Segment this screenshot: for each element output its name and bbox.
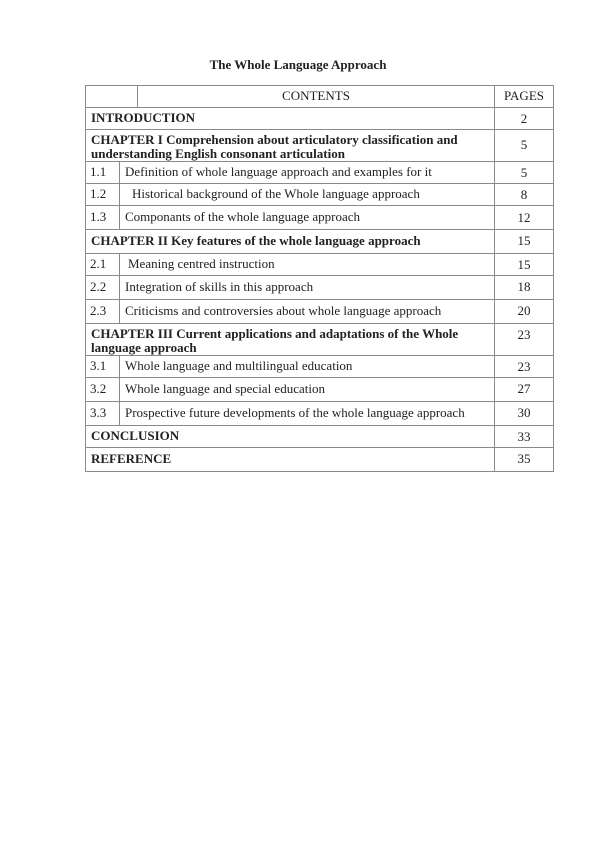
toc-section-number: 3.2 [86, 378, 120, 402]
toc-section-number: 2.3 [86, 300, 120, 324]
toc-row-3-3 [86, 402, 554, 426]
toc-row-1-3 [86, 206, 554, 230]
toc-section-label: Whole language and special education [120, 378, 495, 402]
toc-row-1-1 [86, 162, 554, 184]
toc-section-number: 2.1 [86, 254, 120, 276]
toc-section-label: Meaning centred instruction [120, 254, 495, 276]
toc-page: 2 [495, 108, 554, 130]
toc-section-label: Historical background of the Whole language approach [120, 184, 495, 206]
toc-page: 30 [495, 402, 554, 426]
toc-row-chapter-3 [86, 324, 554, 356]
toc-page: 23 [495, 324, 554, 356]
toc-page: 15 [495, 254, 554, 276]
document-title: The Whole Language Approach [209, 57, 387, 72]
toc-row-1-2 [86, 184, 554, 206]
toc-page: 33 [495, 426, 554, 448]
toc-row-reference [86, 448, 554, 472]
toc-section-label: Criticisms and controversies about whole language approach [120, 300, 495, 324]
toc-label: REFERENCE [86, 448, 495, 472]
toc-section-number: 1.3 [86, 206, 120, 230]
toc-page: 18 [495, 276, 554, 300]
toc-row-introduction [86, 108, 554, 130]
toc-page: 8 [495, 184, 554, 206]
toc-label: INTRODUCTION [86, 108, 495, 130]
toc-page: 15 [495, 230, 554, 254]
toc-row-2-1 [86, 254, 554, 276]
table-header-row [86, 86, 554, 108]
toc-page: 35 [495, 448, 554, 472]
toc-section-number: 3.3 [86, 402, 120, 426]
toc-section-label: Componants of the whole language approach [120, 206, 495, 230]
toc-page: 5 [495, 162, 554, 184]
toc-section-number: 3.1 [86, 356, 120, 378]
contents-table [85, 85, 554, 472]
toc-chapter-label: CHAPTER I Comprehension about articulatory classification and understanding English consonant articulation [86, 130, 495, 162]
header-spacer-cell [86, 86, 138, 108]
toc-section-label: Integration of skills in this approach [120, 276, 495, 300]
toc-chapter-label: CHAPTER II Key features of the whole language approach [86, 230, 495, 254]
contents-header: CONTENTS [138, 86, 495, 108]
toc-page: 23 [495, 356, 554, 378]
toc-row-3-1 [86, 356, 554, 378]
toc-row-chapter-2 [86, 230, 554, 254]
toc-chapter-label: CHAPTER III Current applications and adaptations of the Whole language approach [86, 324, 495, 356]
toc-page: 5 [495, 130, 554, 162]
toc-row-2-3 [86, 300, 554, 324]
toc-row-2-2 [86, 276, 554, 300]
toc-section-label: Definition of whole language approach and examples for it [120, 162, 495, 184]
toc-section-label: Whole language and multilingual education [120, 356, 495, 378]
toc-page: 27 [495, 378, 554, 402]
pages-header: PAGES [495, 86, 554, 108]
toc-row-chapter-1 [86, 130, 554, 162]
toc-row-conclusion [86, 426, 554, 448]
toc-label: CONCLUSION [86, 426, 495, 448]
toc-section-number: 1.2 [86, 184, 120, 206]
toc-page: 12 [495, 206, 554, 230]
toc-section-number: 2.2 [86, 276, 120, 300]
toc-section-label: Prospective future developments of the whole language approach [120, 402, 495, 426]
toc-page: 20 [495, 300, 554, 324]
toc-section-number: 1.1 [86, 162, 120, 184]
toc-row-3-2 [86, 378, 554, 402]
